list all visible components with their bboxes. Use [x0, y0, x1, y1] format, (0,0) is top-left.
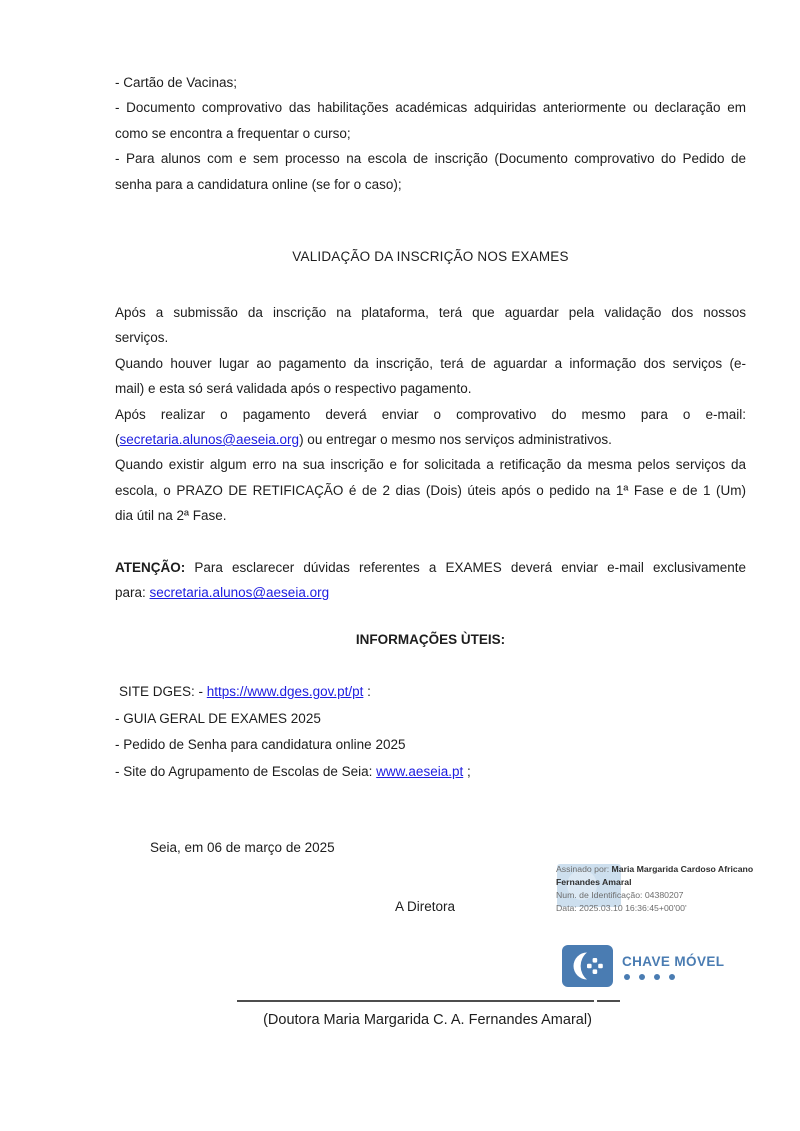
- intro-line: - Cartão de Vacinas;: [115, 75, 238, 90]
- attention-line: [115, 580, 746, 605]
- signed-by-label: Assinado por:: [556, 864, 612, 874]
- intro-document-list: [115, 70, 746, 197]
- logo-dot: [639, 974, 645, 980]
- dges-link[interactable]: https://www.dges.gov.pt/pt: [206, 684, 364, 699]
- section-title-validacao: VALIDAÇÃO DA INSCRIÇÃO NOS EXAMES: [292, 249, 569, 264]
- chave-movel-wordmark: [622, 945, 724, 980]
- attention-paragraph: [115, 555, 746, 606]
- chave-movel-dots: [622, 974, 724, 980]
- info-item-site-escola: [115, 759, 746, 786]
- section-title-informacoes: INFORMAÇÕES ÙTEIS:: [355, 632, 506, 647]
- paragraph-text: ) ou entregar o mesmo nos serviços administrativos.: [299, 432, 612, 448]
- attention-text: Para esclarecer dúvidas referentes a EXAMES deverá enviar e-mail exclusivamente: [185, 560, 746, 575]
- paragraph-line: Quando existir algum erro na sua inscrição e for solicitada a retificação da mesma pelos serviços da: [115, 457, 746, 473]
- digital-signature-block: [556, 863, 756, 915]
- paragraph-line: dia útil na 2ª Fase.: [115, 508, 227, 524]
- info-item-senha: - Pedido de Senha para candidatura online 2025: [115, 737, 406, 753]
- chave-movel-text: CHAVE MÓVEL: [622, 954, 725, 969]
- aeseia-link[interactable]: www.aeseia.pt: [376, 764, 464, 780]
- logo-dot: [624, 974, 630, 980]
- paragraph-line: mail) e esta só será validada após o respectivo pagamento.: [115, 381, 472, 397]
- signer-role: A Diretora: [395, 899, 456, 914]
- director-full-name: (Doutora Maria Margarida C. A. Fernandes Amaral): [263, 1012, 592, 1028]
- logo-dot: [669, 974, 675, 980]
- chave-movel-logo: [562, 945, 724, 987]
- attention-label: ATENÇÃO:: [115, 560, 186, 575]
- signature-date: Data: 2025.03.10 16:36:45+00'00': [556, 903, 687, 913]
- paragraph-line: Após realizar o pagamento deverá enviar o comprovativo do mesmo para o e-mail:: [115, 406, 746, 422]
- signature-id: Num. de Identificação: 04380207: [556, 890, 684, 900]
- attention-text: para:: [115, 585, 150, 601]
- paragraph-line: escola, o PRAZO DE RETIFICAÇÃO é de 2 dias (Dois) úteis após o pedido na 1ª Fase e de 1 (Um): [115, 482, 746, 498]
- email-link-secretaria[interactable]: secretaria.alunos@aeseia.org: [149, 585, 330, 601]
- validation-paragraphs: [115, 300, 746, 529]
- useful-info-list: [115, 679, 746, 786]
- intro-line: - Para alunos com e sem processo na escola de inscrição (Documento comprovativo do Pedido de: [115, 151, 746, 167]
- signer-name: Maria Margarida Cardoso Africano Fernandes Amaral: [556, 864, 754, 887]
- info-item-dges: [115, 679, 746, 706]
- signature-text: [556, 863, 756, 915]
- intro-line: - Documento comprovativo das habilitações académicas adquiridas anteriormente ou declaração em: [115, 100, 746, 116]
- info-item-guia: - GUIA GERAL DE EXAMES 2025: [115, 710, 321, 726]
- paragraph-line: Após a submissão da inscrição na plataforma, terá que aguardar pela validação dos nossos: [115, 305, 746, 320]
- paragraph-line: serviços.: [115, 330, 169, 346]
- signature-line-segment: [597, 1000, 620, 1002]
- chave-movel-icon: [562, 945, 613, 987]
- info-text: ;: [463, 764, 471, 780]
- info-text: SITE DGES: -: [119, 684, 207, 699]
- paren-text: (: [115, 432, 120, 448]
- email-link-secretaria[interactable]: secretaria.alunos@aeseia.org: [119, 432, 300, 448]
- paragraph-line: [115, 427, 746, 452]
- logo-dot: [654, 974, 660, 980]
- intro-line: senha para a candidatura online (se for o caso);: [115, 176, 402, 192]
- attention-line: [115, 555, 746, 580]
- place-date: Seia, em 06 de março de 2025: [150, 840, 335, 855]
- paragraph-line: Quando houver lugar ao pagamento da inscrição, terá de aguardar a informação dos serviços (e-: [115, 355, 746, 371]
- signature-line: [237, 1000, 594, 1002]
- info-text: :: [363, 684, 371, 699]
- intro-line: como se encontra a frequentar o curso;: [115, 125, 351, 141]
- info-text: - Site do Agrupamento de Escolas de Seia:: [115, 764, 377, 780]
